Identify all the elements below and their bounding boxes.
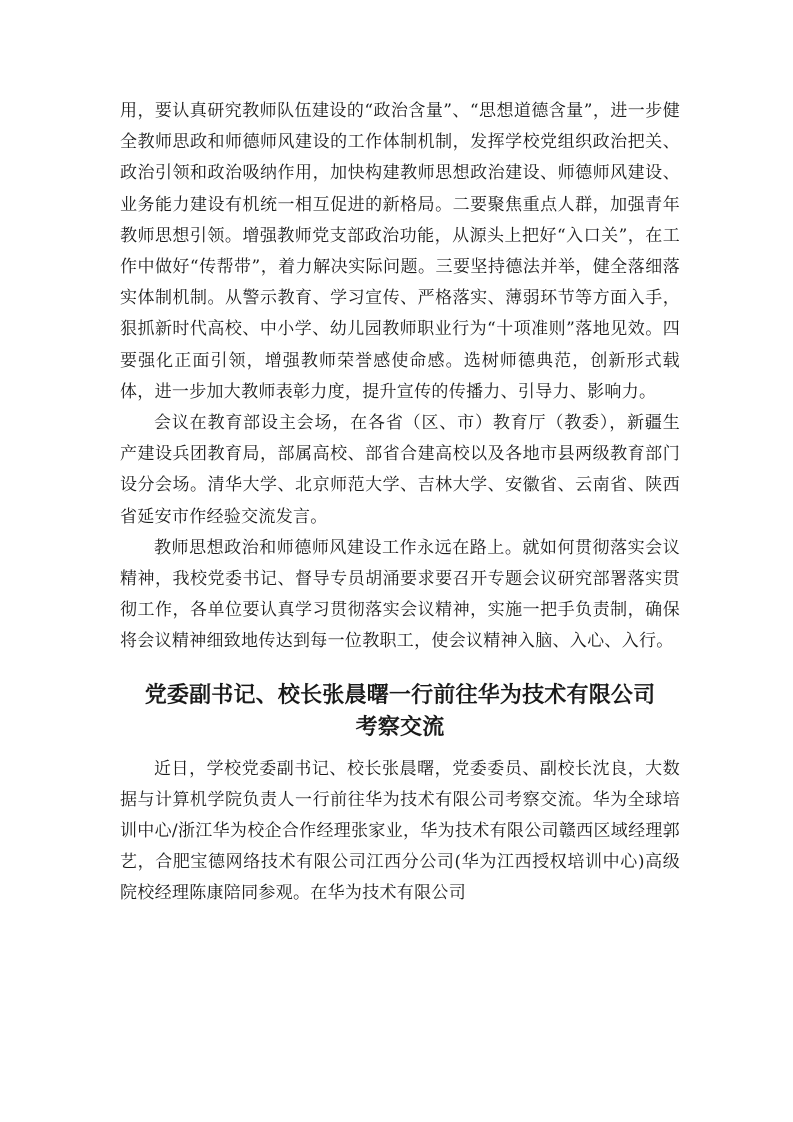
article-heading — [120, 680, 680, 744]
article-paragraph: 近日，学校党委副书记、校长张晨曙，党委委员、副校长沈良，大数据与计算机学院负责人一行前往华为技术有限公司考察交流。华为全球培训中心/浙江华为校企合作经理张家业，华为技术有限公司赣西区域经理郭艺，合肥宝德网络技术有限公司江西分公司(华为江西授权培训中心)高级院校经理陈康陪同参观。在华为技术有限公司 — [120, 758, 680, 904]
document-body — [120, 96, 680, 910]
body-paragraph-meeting-venues: 会议在教育部设主会场，在各省（区、市）教育厅（教委），新疆生产建设兵团教育局，部属高校、部省合建高校以及各地市县两级教育部门设分会场。清华大学、北京师范大学、吉林大学、安徽省、云南省、陕西省延安市作经验交流发言。 — [120, 413, 680, 527]
article-heading-line-1: 党委副书记、校长张晨曙一行前往华为技术有限公司 — [144, 682, 656, 708]
article-heading-line-2: 考察交流 — [355, 714, 445, 740]
body-paragraph-implementation: 教师思想政治和师德师风建设工作永远在路上。就如何贯彻落实会议精神，我校党委书记、督导专员胡涌要求要召开专题会议研究部署落实贯彻工作，各单位要认真学习贯彻落实会议精神，实施一把手负责制，确保将会议精神细致地传达到每一位教职工，使会议精神入脑、入心、入行。 — [120, 537, 680, 652]
body-paragraph-continued: 用，要认真研究教师队伍建设的“政治含量”、“思想道德含量”，进一步健全教师思政和师德师风建设的工作体制机制，发挥学校党组织政治把关、政治引领和政治吸纳作用，加快构建教师思想政治建设、师德师风建设、业务能力建设有机统一相互促进的新格局。二要聚焦重点人群，加强青年教师思想引领。增强教师党支部政治功能，从源头上把好“入口关”，在工作中做好“传帮带”，着力解决实际问题。三要坚持德法并举，健全落细落实体制机制。从警示教育、学习宣传、严格落实、薄弱环节等方面入手，狠抓新时代高校、中小学、幼儿园教师职业行为“十项准则”落地见效。四要强化正面引领，增强教师荣誉感使命感。选树师德典范，创新形式载体，进一步加大教师表彰力度，提升宣传的传播力、引导力、影响力。 — [120, 101, 680, 402]
